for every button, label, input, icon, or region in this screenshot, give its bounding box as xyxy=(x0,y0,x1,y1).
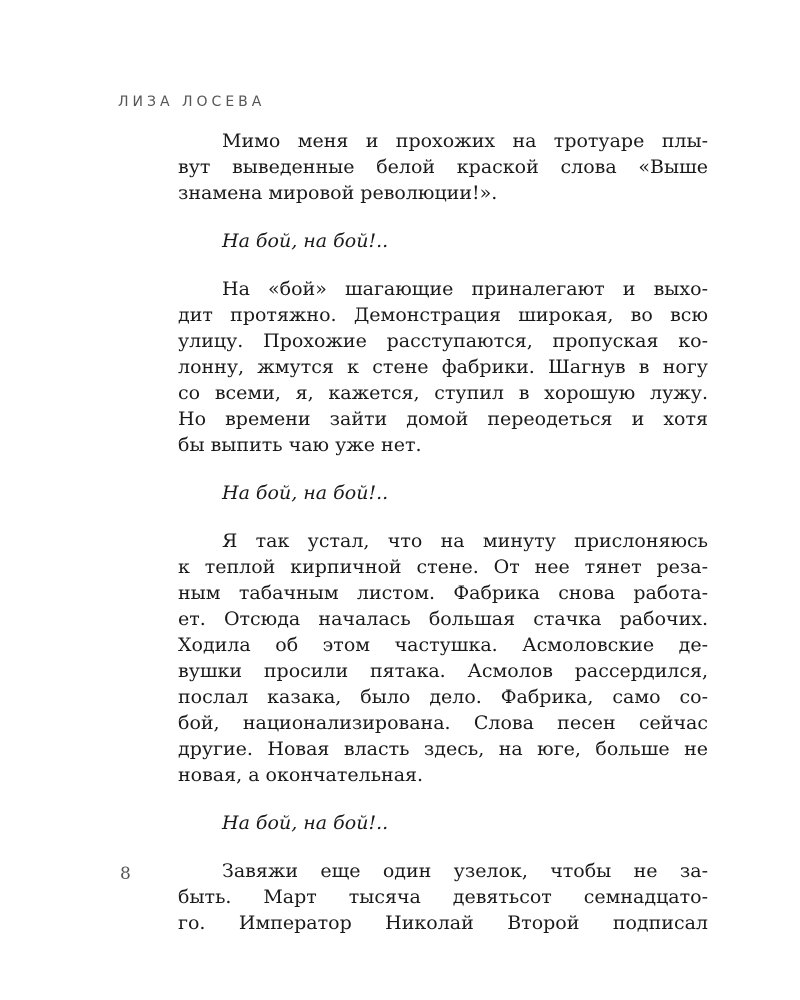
text-line: улицу. Прохожие расступаются, пропуская ко- xyxy=(178,330,708,352)
text-line: Завяжи еще один узелок, чтобы не за- xyxy=(222,860,708,882)
text-line: новая, а окончательная. xyxy=(178,764,424,786)
text-line: вушки просили пятака. Асмолов рассердился, xyxy=(178,660,708,682)
text-line: быть. Март тысяча девятьсот семнадцато- xyxy=(178,886,708,908)
text-line: знамена мировой революции!». xyxy=(178,182,498,204)
text-line: ным табачным листом. Фабрика снова работа- xyxy=(178,582,708,604)
body-text xyxy=(178,128,708,958)
text-line: другие. Новая власть здесь, на юге, больше не xyxy=(178,738,708,760)
paragraph xyxy=(178,128,708,206)
text-line: На «бой» шагающие приналегают и выхо- xyxy=(222,278,708,300)
text-line: бой, национализирована. Слова песен сейчас xyxy=(178,712,708,734)
paragraph xyxy=(178,528,708,788)
text-line: го. Император Николай Второй подписал xyxy=(178,912,708,934)
text-line: ет. Отсюда началась большая стачка рабочих. xyxy=(178,608,708,630)
refrain-line: На бой, на бой!.. xyxy=(222,230,389,252)
paragraph xyxy=(178,858,708,936)
text-line: к теплой кирпичной стене. От нее тянет реза- xyxy=(178,556,708,578)
page-number: 8 xyxy=(120,864,131,884)
running-head: ЛИЗА ЛОСЕВА xyxy=(118,94,266,110)
text-line: дит протяжно. Демонстрация широкая, во всю xyxy=(178,304,708,326)
text-line: лонну, жмутся к стене фабрики. Шагнув в ногу xyxy=(178,356,708,378)
refrain-line: На бой, на бой!.. xyxy=(222,812,389,834)
text-line: Я так устал, что на минуту прислоняюсь xyxy=(222,530,708,552)
text-line: вут выведенные белой краской слова «Выше xyxy=(178,156,708,178)
refrain-line: На бой, на бой!.. xyxy=(222,482,389,504)
text-line: Мимо меня и прохожих на тротуаре плы- xyxy=(222,130,708,152)
paragraph xyxy=(178,276,708,458)
text-line: бы выпить чаю уже нет. xyxy=(178,434,422,456)
text-line: со всеми, я, кажется, ступил в хорошую лужу. xyxy=(178,382,708,404)
text-line: Но времени зайти домой переодеться и хотя xyxy=(178,408,708,430)
text-line: послал казака, было дело. Фабрика, само со- xyxy=(178,686,708,708)
text-line: Ходила об этом частушка. Асмоловские де- xyxy=(178,634,708,656)
